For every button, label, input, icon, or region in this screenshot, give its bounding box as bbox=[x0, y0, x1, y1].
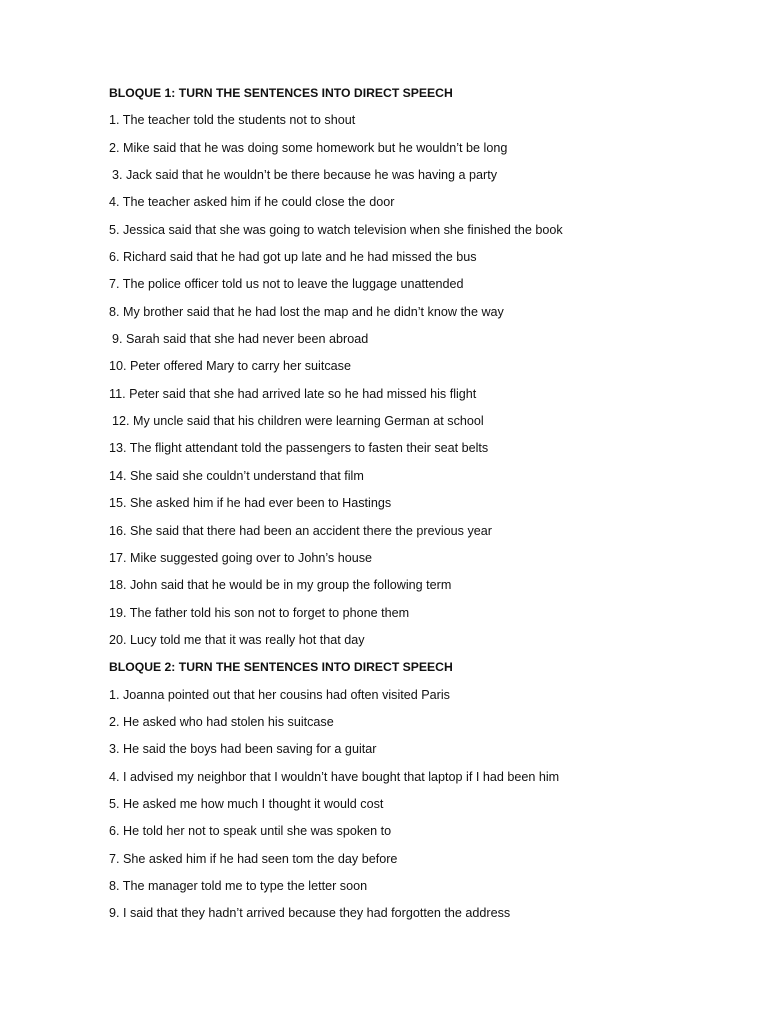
bloque-1-item-4: 4. The teacher asked him if he could close the door bbox=[109, 195, 395, 210]
bloque-2-item-9: 9. I said that they hadn’t arrived because they had forgotten the address bbox=[109, 906, 511, 921]
bloque-1-item-20: 20. Lucy told me that it was really hot that day bbox=[109, 632, 365, 647]
bloque-1-item-6: 6. Richard said that he had got up late and he had missed the bus bbox=[109, 250, 477, 265]
exercise-content bbox=[109, 85, 729, 933]
bloque-2-item-4: 4. I advised my neighbor that I wouldn’t have bought that laptop if I had been him bbox=[109, 769, 560, 784]
bloque-2-item-7: 7. She asked him if he had seen tom the day before bbox=[109, 851, 398, 866]
bloque-2-item-6: 6. He told her not to speak until she was spoken to bbox=[109, 824, 392, 839]
bloque-1-item-11: 11. Peter said that she had arrived late so he had missed his flight bbox=[109, 386, 477, 401]
bloque-1-item-13: 13. The flight attendant told the passengers to fasten their seat belts bbox=[109, 441, 489, 456]
bloque-1-item-7: 7. The police officer told us not to leave the luggage unattended bbox=[109, 277, 464, 292]
bloque-2-item-3: 3. He said the boys had been saving for a guitar bbox=[109, 742, 377, 757]
bloque-1-item-2: 2. Mike said that he was doing some homework but he wouldn’t be long bbox=[109, 140, 508, 155]
bloque-1-item-14: 14. She said she couldn’t understand that film bbox=[109, 468, 364, 483]
bloque-1-item-10: 10. Peter offered Mary to carry her suitcase bbox=[109, 359, 351, 374]
bloque-1-item-15: 15. She asked him if he had ever been to Hastings bbox=[109, 496, 392, 511]
bloque-1-item-19: 19. The father told his son not to forget to phone them bbox=[109, 605, 410, 620]
bloque-1-item-17: 17. Mike suggested going over to John’s house bbox=[109, 550, 373, 565]
bloque-1-item-5: 5. Jessica said that she was going to watch television when she finished the book bbox=[109, 222, 563, 237]
bloque-2-item-2: 2. He asked who had stolen his suitcase bbox=[109, 714, 334, 729]
bloque-2-item-1: 1. Joanna pointed out that her cousins had often visited Paris bbox=[109, 687, 450, 702]
bloque-1-item-8: 8. My brother said that he had lost the map and he didn’t know the way bbox=[109, 304, 504, 319]
bloque-2-item-5: 5. He asked me how much I thought it would cost bbox=[109, 796, 384, 811]
bloque-1-item-9: 9. Sarah said that she had never been abroad bbox=[112, 332, 369, 347]
bloque-1-item-1: 1. The teacher told the students not to shout bbox=[109, 113, 356, 128]
bloque-1-heading: BLOQUE 1: TURN THE SENTENCES INTO DIRECT SPEECH bbox=[109, 86, 453, 100]
bloque-1-item-16: 16. She said that there had been an accident there the previous year bbox=[109, 523, 492, 538]
bloque-2-item-8: 8. The manager told me to type the letter soon bbox=[109, 878, 368, 893]
bloque-1-item-12: 12. My uncle said that his children were learning German at school bbox=[112, 414, 484, 429]
bloque-1-item-3: 3. Jack said that he wouldn’t be there because he was having a party bbox=[112, 168, 498, 183]
bloque-2-heading: BLOQUE 2: TURN THE SENTENCES INTO DIRECT SPEECH bbox=[109, 660, 453, 675]
bloque-1-item-18: 18. John said that he would be in my group the following term bbox=[109, 578, 452, 593]
